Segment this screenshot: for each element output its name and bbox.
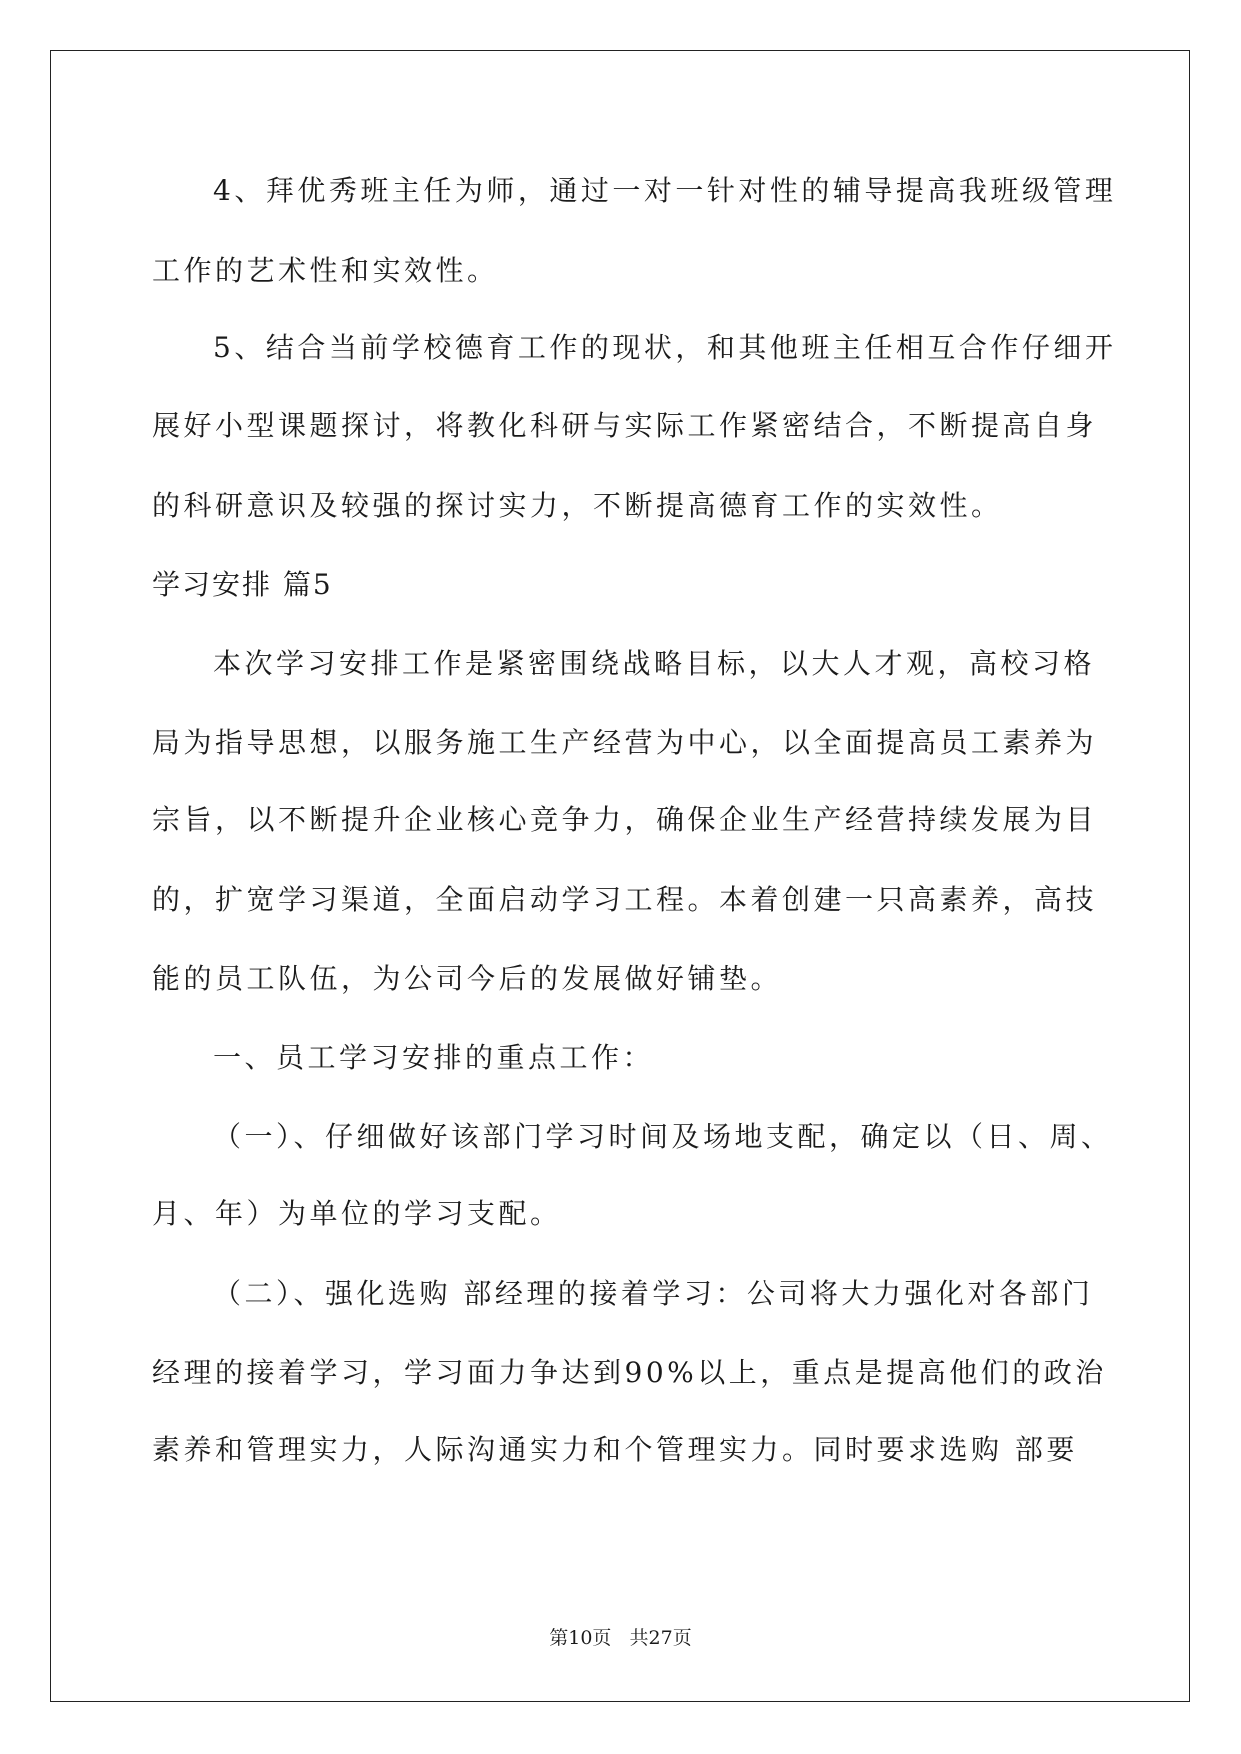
body-line-15: 经理的接着学习，学习面力争达到90%以上，重点是提高他们的政治 [152, 1356, 1107, 1389]
body-line-5: 的科研意识及较强的探讨实力，不断提高德育工作的实效性。 [152, 489, 1003, 522]
body-line-11: 一、员工学习安排的重点工作： [213, 1041, 655, 1074]
body-line-1: 4、拜优秀班主任为师，通过一对一针对性的辅导提高我班级管理 [213, 174, 1117, 207]
body-line-3: 5、结合当前学校德育工作的现状，和其他班主任相互合作仔细开 [213, 331, 1117, 364]
body-line-16: 素养和管理实力，人际沟通实力和个管理实力。同时要求选购 部要 [152, 1433, 1078, 1466]
body-line-4: 展好小型课题探讨，将教化科研与实际工作紧密结合，不断提高自身 [152, 409, 1098, 442]
body-line-2: 工作的艺术性和实效性。 [152, 254, 499, 287]
page-number-footer: 第10页 共27页 [549, 1627, 692, 1649]
section-heading: 学习安排 篇5 [152, 568, 333, 601]
body-line-8: 宗旨，以不断提升企业核心竞争力，确保企业生产经营持续发展为目 [152, 803, 1098, 836]
body-line-12: （一）、仔细做好该部门学习时间及场地支配，确定以（日、周、 [213, 1120, 1113, 1153]
body-line-10: 能的员工队伍，为公司今后的发展做好铺垫。 [152, 962, 783, 995]
body-line-6: 本次学习安排工作是紧密围绕战略目标，以大人才观，高校习格 [213, 647, 1096, 680]
body-line-7: 局为指导思想，以服务施工生产经营为中心，以全面提高员工素养为 [152, 726, 1098, 759]
body-line-13: 月、年）为单位的学习支配。 [152, 1197, 562, 1230]
body-line-9: 的，扩宽学习渠道，全面启动学习工程。本着创建一只高素养，高技 [152, 883, 1098, 916]
body-line-14: （二）、强化选购 部经理的接着学习：公司将大力强化对各部门 [213, 1277, 1094, 1310]
